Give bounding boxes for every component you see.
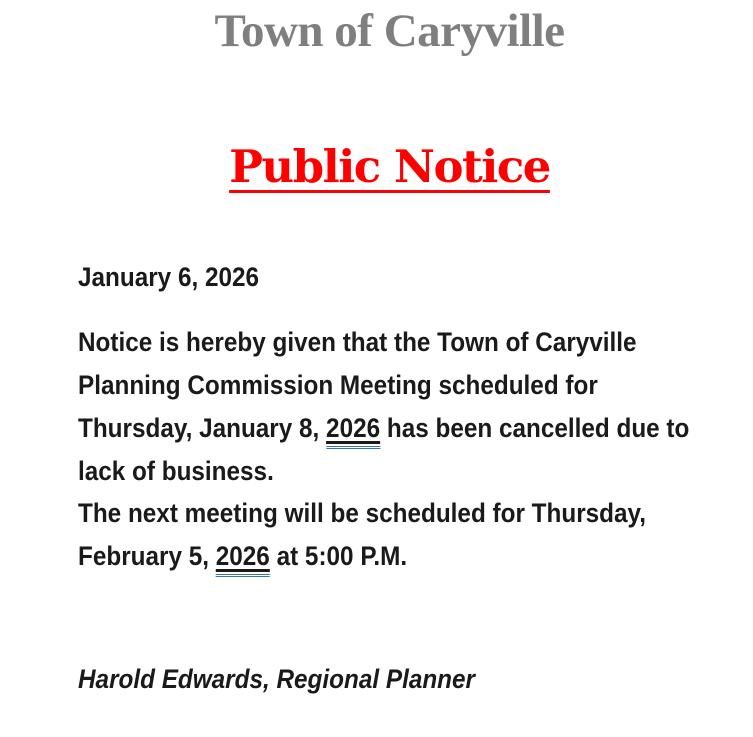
signature-line: Harold Edwards, Regional Planner <box>78 664 475 694</box>
year-grammar-underlined: 2026 <box>216 541 270 577</box>
paragraph-cancellation <box>78 321 690 493</box>
date-line: January 6, 2026 <box>78 262 260 292</box>
notice-heading-text: Public Notice <box>229 140 550 193</box>
document-body <box>78 0 690 737</box>
paragraph-next-meeting-text-after: at 5:00 P.M. <box>269 541 408 571</box>
paragraph-next-meeting <box>78 492 690 578</box>
paragraph-next-meeting-text-before: The next meeting will be scheduled for Thursday, February 5, <box>78 498 647 571</box>
document-title: Town of Caryville <box>214 5 565 57</box>
paragraph-cancellation-text-after: has been cancelled due to lack of business. <box>78 413 690 486</box>
year-grammar-underlined: 2026 <box>326 413 380 449</box>
paragraph-cancellation-text-before: Notice is hereby given that the Town of Caryville Planning Commission Meeting scheduled for Thursday, January 8, <box>78 327 637 443</box>
